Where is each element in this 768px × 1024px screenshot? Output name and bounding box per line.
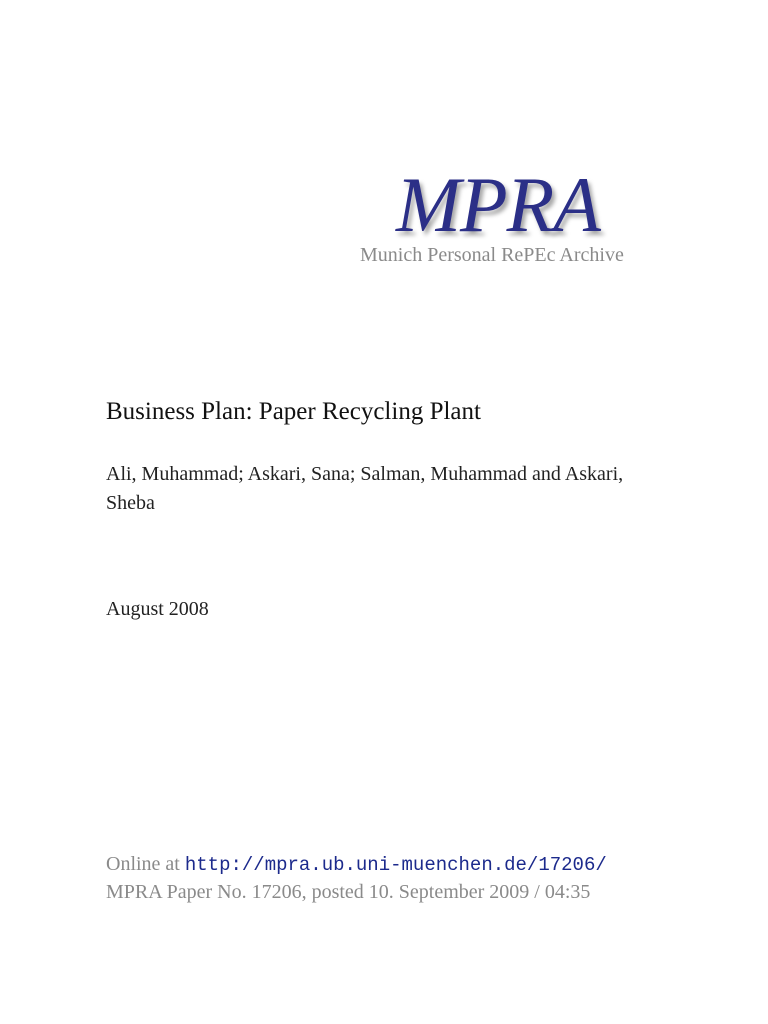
- paper-url-link[interactable]: http://mpra.ub.uni-muenchen.de/17206/: [184, 854, 607, 876]
- mpra-logo: MPRA: [396, 161, 600, 248]
- paper-authors: Ali, Muhammad; Askari, Sana; Salman, Muhammad and Askari, Sheba: [106, 463, 624, 514]
- online-prefix: Online at: [106, 853, 180, 875]
- paper-date: August 2008: [106, 598, 209, 620]
- paper-info: MPRA Paper No. 17206, posted 10. September 2009 / 04:35: [106, 881, 591, 903]
- online-line: [106, 853, 607, 876]
- paper-title: Business Plan: Paper Recycling Plant: [106, 398, 481, 425]
- archive-name: Munich Personal RePEc Archive: [360, 244, 624, 266]
